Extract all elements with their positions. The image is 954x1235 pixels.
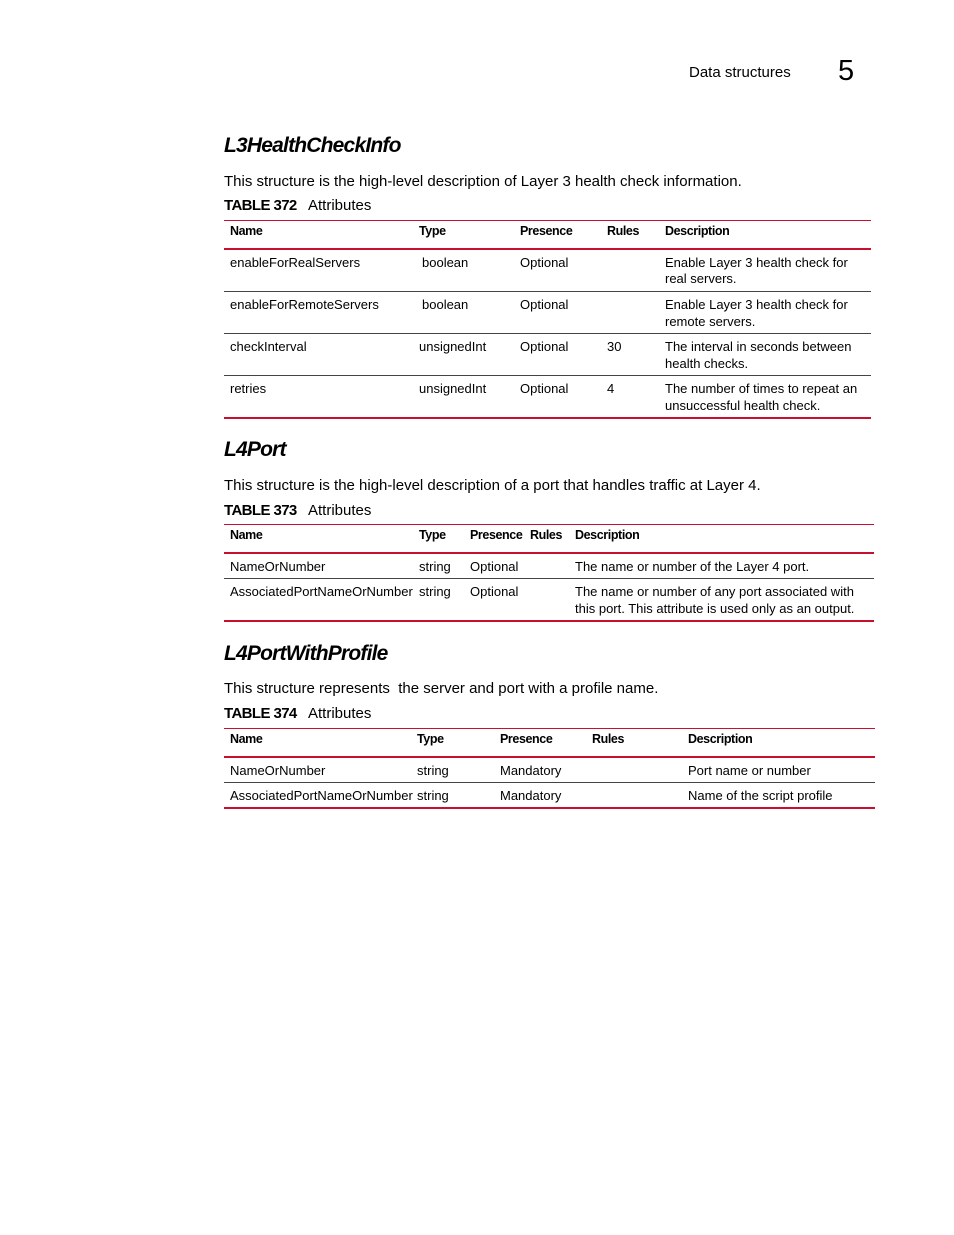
column-header: Presence bbox=[470, 528, 523, 542]
column-header: Name bbox=[230, 528, 263, 542]
attributes-table bbox=[224, 524, 874, 622]
cell-name: NameOrNumber bbox=[230, 762, 326, 778]
table-header-row bbox=[224, 525, 874, 553]
section-title: L4PortWithProfile bbox=[224, 642, 388, 665]
cell-presence: Mandatory bbox=[500, 762, 562, 778]
column-header: Name bbox=[230, 732, 263, 746]
chapter-number: 5 bbox=[838, 55, 855, 87]
table-caption bbox=[224, 197, 371, 214]
table-row bbox=[224, 249, 871, 292]
cell-rules bbox=[524, 579, 569, 621]
cell-rules: 30 bbox=[607, 339, 622, 354]
cell-name: enableForRealServers bbox=[230, 254, 361, 270]
running-header: Data structures bbox=[689, 64, 791, 81]
table-number: TABLE 374 bbox=[224, 705, 297, 722]
cell-rules: 4 bbox=[607, 381, 615, 396]
cell-type: string bbox=[419, 584, 451, 599]
table-row bbox=[224, 783, 875, 808]
cell-presence: Optional bbox=[470, 558, 519, 574]
section-description: This structure represents the server and port with a profile name. bbox=[224, 680, 659, 697]
column-header: Description bbox=[575, 528, 640, 542]
cell-description: The number of times to repeat an unsuccessful health check. bbox=[665, 381, 858, 413]
cell-rules bbox=[524, 553, 569, 579]
table-header-row bbox=[224, 221, 871, 249]
cell-rules bbox=[601, 292, 659, 334]
cell-name: AssociatedPortNameOrNumber bbox=[230, 788, 413, 803]
cell-description: Enable Layer 3 health check for remote servers. bbox=[665, 297, 848, 329]
table-number: TABLE 372 bbox=[224, 197, 297, 214]
table-number: TABLE 373 bbox=[224, 502, 297, 519]
cell-description: Enable Layer 3 health check for real servers. bbox=[665, 254, 848, 286]
section-description: This structure is the high-level description of a port that handles traffic at Layer 4. bbox=[224, 477, 761, 494]
cell-rules bbox=[586, 783, 682, 808]
column-header: Description bbox=[665, 224, 730, 238]
cell-presence: Optional bbox=[520, 339, 569, 354]
section-title: L4Port bbox=[224, 438, 286, 461]
cell-presence: Optional bbox=[470, 584, 519, 599]
attributes-table bbox=[224, 728, 875, 809]
cell-rules bbox=[601, 249, 659, 292]
column-header: Rules bbox=[530, 528, 563, 542]
table-row bbox=[224, 376, 871, 418]
cell-description: The name or number of any port associated with this port. This attribute is used only as an output. bbox=[575, 584, 855, 616]
cell-name: AssociatedPortNameOrNumber bbox=[230, 584, 413, 599]
table-caption-text: Attributes bbox=[308, 197, 372, 214]
cell-presence: Optional bbox=[520, 297, 569, 312]
cell-name: retries bbox=[230, 381, 267, 396]
column-header: Name bbox=[230, 224, 263, 238]
cell-description: Port name or number bbox=[688, 762, 811, 778]
table-row bbox=[224, 334, 871, 376]
column-header: Presence bbox=[500, 732, 553, 746]
attributes-table bbox=[224, 220, 871, 419]
cell-type: boolean bbox=[422, 254, 469, 270]
cell-rules bbox=[586, 757, 682, 783]
table-caption-text: Attributes bbox=[308, 502, 372, 519]
cell-presence: Optional bbox=[520, 254, 569, 270]
cell-name: checkInterval bbox=[230, 339, 307, 354]
cell-type: boolean bbox=[422, 297, 469, 312]
cell-type: string bbox=[419, 558, 451, 574]
cell-presence: Mandatory bbox=[500, 788, 562, 803]
column-header: Rules bbox=[607, 224, 640, 238]
table-row bbox=[224, 579, 874, 621]
cell-type: string bbox=[417, 788, 449, 803]
table-row bbox=[224, 757, 875, 783]
column-header: Type bbox=[419, 528, 446, 542]
table-caption bbox=[224, 705, 371, 722]
section-title: L3HealthCheckInfo bbox=[224, 134, 401, 157]
cell-name: NameOrNumber bbox=[230, 558, 326, 574]
cell-type: unsignedInt bbox=[419, 339, 487, 354]
table-row bbox=[224, 553, 874, 579]
cell-type: string bbox=[417, 762, 449, 778]
cell-description: Name of the script profile bbox=[688, 788, 833, 803]
column-header: Description bbox=[688, 732, 753, 746]
cell-name: enableForRemoteServers bbox=[230, 297, 379, 312]
cell-description: The interval in seconds between health checks. bbox=[665, 339, 852, 371]
column-header: Rules bbox=[592, 732, 625, 746]
cell-type: unsignedInt bbox=[419, 381, 487, 396]
column-header: Type bbox=[419, 224, 446, 238]
table-header-row bbox=[224, 729, 875, 757]
table-row bbox=[224, 292, 871, 334]
cell-presence: Optional bbox=[520, 381, 569, 396]
table-caption-text: Attributes bbox=[308, 705, 372, 722]
section-description: This structure is the high-level description of Layer 3 health check information. bbox=[224, 173, 742, 190]
table-caption bbox=[224, 502, 371, 519]
column-header: Type bbox=[417, 732, 444, 746]
column-header: Presence bbox=[520, 224, 573, 238]
cell-description: The name or number of the Layer 4 port. bbox=[575, 558, 810, 574]
